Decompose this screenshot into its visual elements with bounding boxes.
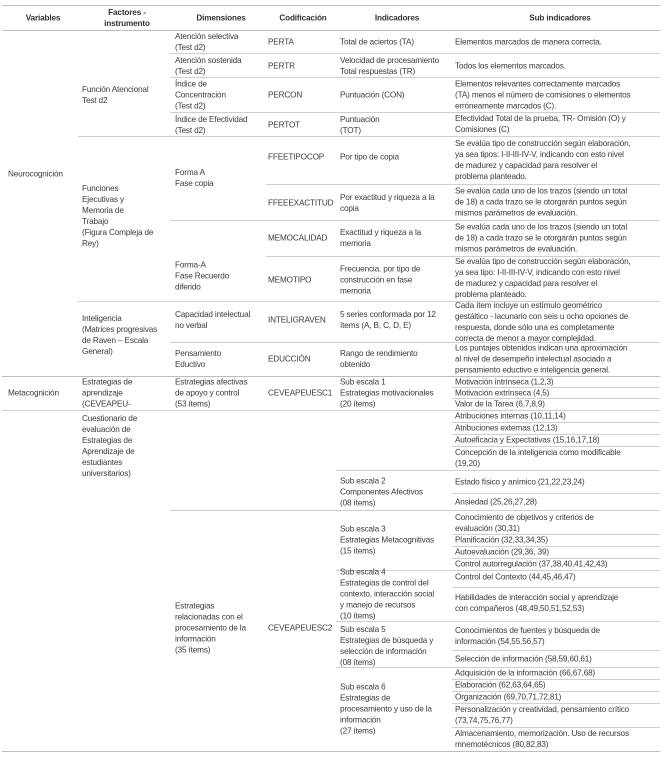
table-bottom-rule: [2, 751, 660, 752]
sub-indicator-cell: Conocimientos de fuentes y búsqueda de información (54,55,56,57): [455, 626, 600, 646]
sub-indicator-cell: Se evalúa tipo de construcción según elaboración, ya sea tipos: I-II-III-IV-V, indicando con esto nivel de madurez y capacidad para resolver el problema planteado.: [455, 139, 631, 181]
code-cell: PERTA: [268, 37, 294, 47]
factor-cell: Funciones Ejecutivas y Memoria de Trabajo (Figura Compleja de Rey): [82, 184, 154, 248]
sub-indicator-cell: Motivación intrínseca (1,2,3): [455, 377, 554, 387]
indicator-cell: Puntuación (TOT): [340, 115, 380, 135]
sub-indicator-cell: Elementos relevantes correctamente marcados (TA) menos el número de comisiones o elementos erróneamente marcados (C).: [455, 79, 631, 111]
dimension-cell: Estrategias afectivas de apoyo y control (53 ítems): [175, 377, 248, 409]
sub-indicator-cell: Control autorregulación (37,38,40,41,42,43): [455, 559, 608, 569]
sub-indicator-cell: Autoevaluación (29,36, 39): [455, 547, 549, 557]
sub-indicator-cell: Almacenamiento, memorización. Uso de recursos mnemotécnicos (80,82,83): [455, 729, 629, 749]
sub-indicator-cell: Elementos marcados de manera correcta.: [455, 37, 602, 47]
code-cell: CEVEAPEUESC1: [268, 388, 333, 398]
factor-cell: Estrategias de aprendizaje (CEVEAPEU-: [82, 377, 133, 409]
indicator-cell: Sub escala 4 Estrategias de control del contexto, interacción social y manejo de recursos (10 ítems): [340, 567, 435, 621]
dimension-cell: Forma-A Fase Recuerdo diferido: [175, 260, 230, 292]
sub-indicator-cell: Elaboración (62,63,64,65): [455, 680, 546, 690]
factor-cell: Función Atencional Test d2: [82, 85, 149, 105]
header-dimensiones: Dimensiones: [196, 13, 246, 23]
indicator-cell: Puntuación (CON): [340, 90, 405, 100]
variable-cell: Metacognición: [8, 388, 59, 398]
sub-indicator-cell: Adquisición de la información (66,67,68): [455, 668, 596, 678]
sub-indicator-cell: Habilidades de interacción social y aprendizaje con compañeros (48,49,50,51,52,53): [455, 593, 619, 613]
header-indicadores: Indicadores: [374, 13, 420, 23]
header-factores: Factores - instrumento: [104, 8, 150, 28]
row-divider: [336, 470, 660, 471]
sub-indicator-cell: Se evalúa cada uno de los trazos (siendo un total de 18) a cada trazo se le otorgarán puntos según mismos parámetros de evaluación.: [455, 186, 627, 218]
table-top-rule: [2, 5, 660, 6]
sub-indicator-cell: Los puntajes obtenidos indican una aproximación al nivel de desempeño intelectual asociado a pensamiento eductivo e inteligencia general.: [455, 343, 628, 375]
dimension-cell: Índice de Efectividad (Test d2): [175, 115, 248, 135]
sub-indicator-cell: Atribuciones externas (12,13): [455, 423, 558, 433]
indicator-cell: Rango de rendimiento obtenido: [340, 349, 418, 369]
header-sub-indicadores: Sub indicadores: [529, 13, 591, 23]
indicator-cell: Frecuencia. por tipo de construcción en fase memoria: [340, 264, 421, 296]
code-cell: MEMOTIPO: [268, 275, 312, 285]
sub-indicator-cell: Efectividad Total de la prueba, TR- Omisión (O) y Comisiones (C): [455, 114, 626, 134]
indicator-cell: Velocidad de procesamiento Total respuestas (TR): [340, 56, 439, 76]
indicator-cell: 5 series conformada por 12 ítems (A, B, C, D, E): [340, 310, 436, 330]
header-rule: [2, 30, 660, 31]
sub-indicator-cell: Todos los elementos marcados.: [455, 61, 566, 71]
code-cell: MEMOCALIDAD: [268, 233, 328, 243]
factor-cell: Inteligencia (Matrices progresivas de Raven – Escala General): [82, 314, 158, 356]
indicator-cell: Sub escala 2 Componentes Afectivos (08 ítems): [340, 476, 423, 508]
sub-indicator-cell: Planificación (32,33,34,35): [455, 535, 548, 545]
code-cell: PERTR: [268, 61, 295, 71]
dimension-cell: Atención selectiva (Test d2): [175, 32, 239, 52]
indicator-cell: Por tipo de copia: [340, 152, 399, 162]
row-divider: [170, 510, 660, 511]
sub-indicator-cell: Control del Contexto (44,45,46,47): [455, 572, 576, 582]
row-divider: [452, 493, 660, 494]
header-codificacion: Codificación: [279, 13, 327, 23]
dimension-cell: Atención sostenida (Test d2): [175, 56, 242, 76]
code-cell: PERCON: [268, 90, 303, 100]
sub-indicator-cell: Organización (69,70,71,72,81): [455, 692, 562, 702]
row-divider: [452, 650, 660, 651]
dimension-cell: Capacidad intelectual no verbal: [175, 310, 251, 330]
indicator-cell: Total de aciertos (TA): [340, 37, 414, 47]
sub-indicator-cell: Conocimiento de objetivos y criterios de evaluación (30,31): [455, 513, 594, 533]
indicator-cell: Sub escala 5 Estrategias de búsqueda y selección de información (08 ítems): [340, 625, 434, 667]
code-cell: FFEETIPOCOP: [268, 152, 325, 162]
variable-cell: Neurocognición: [8, 169, 63, 179]
sub-indicator-cell: Se evalúa cada uno de los trazos (siendo un total de 18) a cada trazo se le otorgarán puntos según mismos parámetros de evaluación.: [455, 222, 627, 254]
indicator-cell: Sub escala 6 Estrategias de procesamiento y uso de la información (27 ítems): [340, 682, 432, 736]
sub-indicator-cell: Motivación extrínseca (4,5): [455, 388, 550, 398]
header-variables: Variables: [25, 13, 61, 23]
sub-indicator-cell: Personalización y creatividad, pensamiento crítico (73,74,75,76,77): [455, 705, 630, 725]
row-divider: [170, 53, 660, 54]
indicator-cell: Por exactitud y riqueza a la copia: [340, 193, 435, 213]
sub-indicator-cell: Valor de la Tarea (6,7,8,9): [455, 399, 545, 409]
sub-indicator-cell: Selección de información (58,59,60,61): [455, 654, 592, 664]
sub-indicator-cell: Atribuciones internas (10,11,14): [455, 411, 566, 421]
indicator-cell: Exactitud y riqueza a la memoria: [340, 228, 422, 248]
indicator-cell: Sub escala 1 Estrategias motivacionales (20 ítems): [340, 377, 434, 409]
dimension-cell: Pensamiento Eductivo: [175, 349, 222, 369]
sub-indicator-cell: Ansiedad (25,26,27,28): [455, 497, 537, 507]
code-cell: FFEEEXACTITUD: [268, 198, 334, 208]
row-divider: [78, 136, 660, 137]
code-cell: PERTOT: [268, 120, 301, 130]
dimension-cell: Estrategias relacionadas con el procesamiento de la información (35 ítems): [175, 601, 246, 655]
dimension-cell: Forma A Fase copia: [175, 168, 214, 188]
sub-indicator-cell: Concepción de la inteligencia como modificable (19,20): [455, 448, 621, 468]
code-cell: EDUCCIÓN: [268, 354, 311, 364]
factor-cell: Cuestionario de evaluación de Estrategias de Aprendizaje de estudiantes universitarios): [82, 414, 138, 478]
code-cell: INTELIGRAVEN: [268, 315, 326, 325]
sub-indicator-cell: Se evalúa tipo de construcción según elaboración, ya sea tipo: I-II-III-IV-V, indicando con esto nivel de madurez y capacidad para resolver el problema planteado.: [455, 257, 631, 299]
indicator-cell: Sub escala 3 Estrategias Metacognitivas (15 ítems): [340, 524, 434, 556]
sub-indicator-cell: Autoeficacia y Expectativas (15,16,17,18): [455, 435, 600, 445]
sub-indicator-cell: Estado físico y anímico (21,22,23,24): [455, 477, 585, 487]
code-cell: CEVEAPEUESC2: [268, 623, 333, 633]
dimension-cell: Índice de Concentración (Test d2): [175, 79, 226, 111]
row-divider: [452, 587, 660, 588]
sub-indicator-cell: Cada ítem incluye un estímulo geométrico gestáltico - lacunario con seis u ocho opciones de respuesta, donde sólo una es completamente correcta de menor a mayor complejidad.: [455, 301, 629, 343]
